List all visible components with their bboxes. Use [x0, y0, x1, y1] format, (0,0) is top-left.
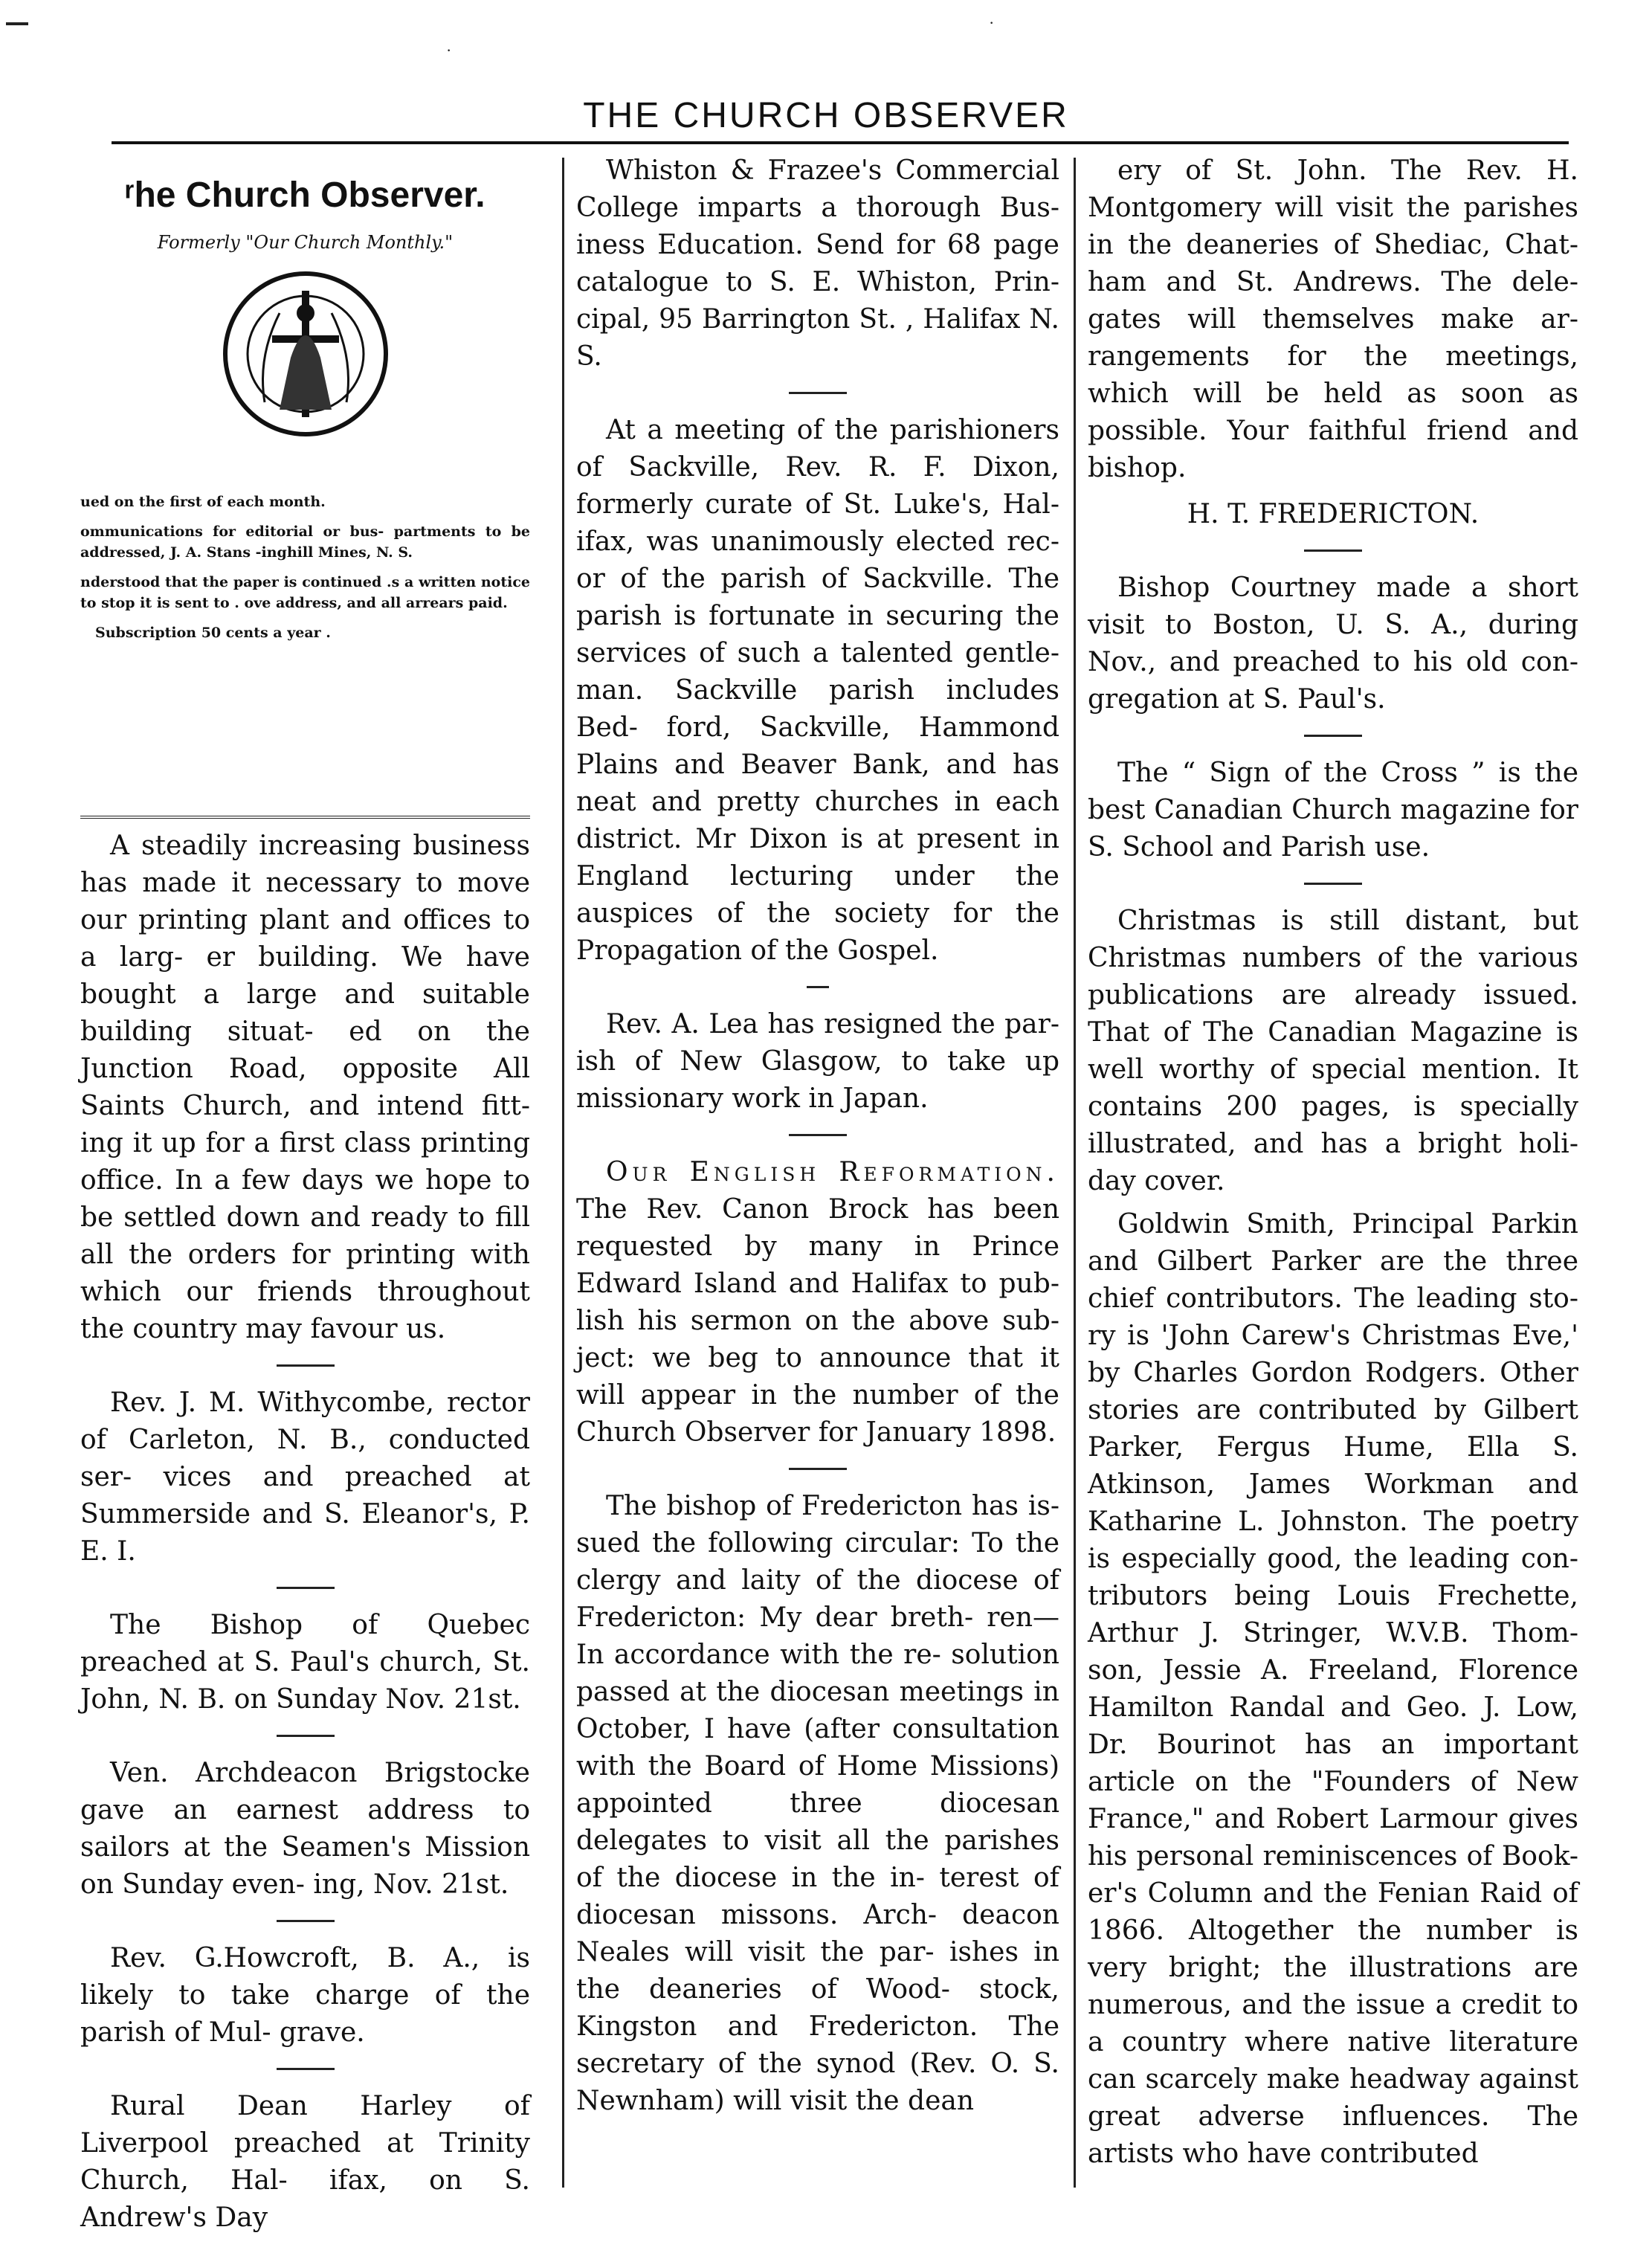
paragraph: At a meeting of the parishioners of Sackville, Rev. R. F. Dixon, formerly curate of St. Luke's, Hal- ifax, was unanimously elected rec- or of the parish of Sackville. The parish is fortunate in securing the services of such a talented gentle- man. Sackville parish includes Bed- ford, Sackville, Hammond Plains and Beaver Bank, and has neat and pretty churches in each district. Mr Dixon is at present in England lecturing under the auspices of the society for the Propagation of the Gospel.: [576, 415, 1059, 966]
signature: H. T. FREDERICTON.: [1187, 499, 1480, 529]
separator: [277, 1364, 335, 1367]
scan-speck: ·: [989, 13, 995, 32]
column-rule: [1074, 158, 1076, 2188]
scan-speck: ·: [446, 41, 452, 59]
separator: [277, 1587, 335, 1589]
paragraph: Rev. G.Howcroft, B. A., is likely to take charge of the parish of Mul- grave.: [80, 1943, 530, 2048]
paragraph: A steadily increasing business has made it necessary to move our printing plant and offices to a larg- er building. We have bought a large and suitable building situat- ed on the Junction Road, opposite All Saints Church, and intend fitt- ing it up for a first class printing office. In a few days we hope to be settled down and ready to fill all the orders for printing with which our friends throughout the country may favour us.: [80, 831, 530, 1344]
separator: [1304, 549, 1362, 552]
running-head: THE CHURCH OBSERVER: [583, 96, 1069, 135]
separator: [277, 1920, 335, 1922]
column-1: [80, 152, 530, 2253]
separator: [277, 2068, 335, 2070]
paragraph: ery of St. John. The Rev. H. Montgomery will visit the parishes in the deaneries of Shediac, Chat- ham and St. Andrews. The dele- gates will themselves make ar- rangements for the meetings, which will be held as soon as possible. Your faithful friend and bishop.: [1088, 155, 1578, 483]
header-rule: [112, 141, 1569, 144]
separator: [1304, 735, 1362, 737]
masthead-title: ʳhe Church Observer.: [125, 175, 485, 215]
masthead-notice: nderstood that the paper is continued .s a written notice to stop it is sent to . ove address, and all arrears paid.: [80, 574, 530, 611]
paragraph: [576, 1154, 1059, 1451]
column-rule: [562, 158, 564, 2188]
paragraph: The bishop of Fredericton has is- sued the following circular: To the clergy and laity of the diocese of Fredericton: My dear breth- ren—In accordance with the re- solution passed at the diocesan meetings in October, I have (after consultation with the Board of Home Missions) appointed three diocesan delegates to visit all the parishes of the diocese in the in- terest of diocesan missons. Arch- deacon Neales will visit the par- ishes in the deaneries of Wood- stock, Kingston and Fredericton. The secretary of the synod (Rev. O. S. Newnham) will visit the dean: [576, 1491, 1059, 2116]
paragraph: Rev. A. Lea has resigned the par- ish of New Glasgow, to take up missionary work in Japan.: [576, 1009, 1059, 1114]
separator: [789, 1134, 847, 1136]
paragraph: Goldwin Smith, Principal Parkin and Gilbert Parker are the three chief contributors. The leading sto- ry is 'John Carew's Christmas Eve,' by Charles Gordon Rodgers. Other stories are contributed by Gilbert Parker, Fergus Hume, Ella S. Atkinson, James Workman and Katharine L. Johnston. The poetry is especially good, the leading con- tributors being Louis Frechette, Arthur J. Stringer, W.V.B. Thom- son, Jessie A. Freeland, Florence Hamilton Randal and Geo. J. Low, Dr. Bourinot has an important article on the "Founders of New France," and Robert Larmour gives his personal reminiscences of Book- er's Column and the Fenian Raid of 1866. Altogether the number is very bright; the illustrations are numerous, and the issue a credit to a country where native literature can scarcely make headway against great adverse influences. The artists who have contributed: [1088, 1209, 1578, 2169]
section-heading: Our English Reformation.: [606, 1157, 1059, 1187]
separator: [277, 1735, 335, 1737]
paragraph: The Bishop of Quebec preached at S. Paul's church, St. John, N. B. on Sunday Nov. 21st.: [80, 1610, 530, 1715]
masthead-rule: [80, 816, 530, 819]
church-seal-logo: [220, 268, 391, 439]
column-3: [1088, 152, 1578, 2189]
paragraph: Rev. J. M. Withycombe, rector of Carleton, N. B., conducted ser- vices and preached at Summerside and S. Eleanor's, P. E. I.: [80, 1387, 530, 1567]
paragraph-text: The Rev. Canon Brock has been requested by many in Prince Edward Island and Halifax to pub- lish his sermon on the above sub- ject: we beg to announce that it will appear in the number of the Church Observer for January 1898.: [576, 1194, 1059, 1448]
masthead: [80, 173, 530, 828]
paragraph: Bishop Courtney made a short visit to Boston, U. S. A., during Nov., and preached to his old con- gregation at S. Paul's.: [1088, 573, 1578, 715]
paragraph: Rural Dean Harley of Liverpool preached at Trinity Church, Hal- ifax, on S. Andrew's Day: [80, 2091, 530, 2233]
masthead-subtitle: Formerly "Our Church Monthly.": [157, 232, 454, 253]
separator: [1304, 883, 1362, 885]
scan-speck: [6, 22, 28, 25]
paragraph: The “ Sign of the Cross ” is the best Canadian Church magazine for S. School and Parish use.: [1088, 758, 1578, 863]
separator: [789, 392, 847, 394]
masthead-notice: ued on the first of each month.: [80, 494, 326, 510]
paragraph: Ven. Archdeacon Brigstocke gave an earnest address to sailors at the Seamen's Mission on Sunday even- ing, Nov. 21st.: [80, 1758, 530, 1900]
paragraph: Whiston & Frazee's Commercial College imparts a thorough Bus- iness Education. Send for 68 page catalogue to S. E. Whiston, Prin- cipal, 95 Barrington St. , Halifax N. S.: [576, 155, 1059, 372]
separator: [789, 1468, 847, 1470]
column-2: [576, 152, 1059, 2136]
separator: [807, 986, 829, 988]
masthead-notice: Subscription 50 cents a year .: [95, 625, 331, 641]
masthead-notice: ommunications for editorial or bus- partments to be addressed, J. A. Stans -inghill Mines, N. S.: [80, 523, 530, 561]
paragraph: Christmas is still distant, but Christmas numbers of the various publications are already issued. That of The Canadian Magazine is well worthy of special mention. It contains 200 pages, is specially illustrated, and has a bright holi- day cover.: [1088, 906, 1578, 1196]
